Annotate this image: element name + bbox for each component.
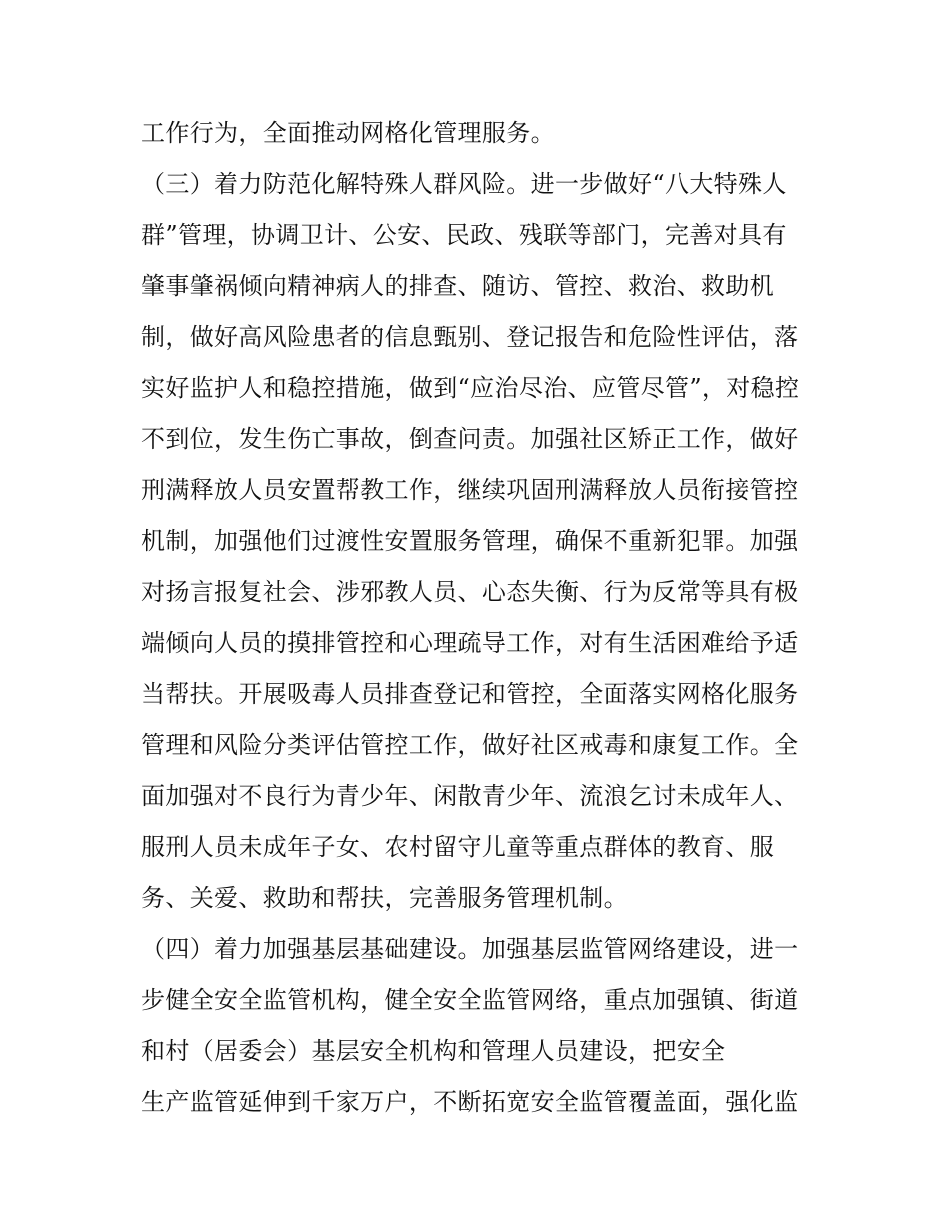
text-line: 端倾向人员的摸排管控和心理疏导工作，对有生活困难给予适 — [141, 629, 799, 657]
text-line: （三）着力防范化解特殊人群风险。进一步做好“八大特殊人 — [141, 170, 787, 198]
text-line: 生产监管延伸到千家万户，不断拓宽安全监管覆盖面，强化监 — [141, 1088, 799, 1116]
text-line: 工作行为，全面推动网格化管理服务。 — [141, 119, 555, 147]
text-line: 机制，加强他们过渡性安置服务管理，确保不重新犯罪。加强 — [141, 527, 799, 555]
text-line: 肇事肇祸倾向精神病人的排查、随访、管控、救治、救助机 — [141, 272, 775, 300]
text-line: 对扬言报复社会、涉邪教人员、心态失衡、行为反常等具有极 — [141, 578, 799, 606]
text-line: 实好监护人和稳控措施，做到“应治尽治、应管尽管”，对稳控 — [141, 374, 800, 402]
text-line: 不到位，发生伤亡事故，倒查问责。加强社区矫正工作，做好 — [141, 425, 799, 453]
text-line: 务、关爱、救助和帮扶，完善服务管理机制。 — [141, 884, 628, 912]
text-line: 步健全安全监管机构，健全安全监管网络，重点加强镇、街道 — [141, 986, 799, 1014]
text-line: （四）着力加强基层基础建设。加强基层监管网络建设，进一 — [141, 935, 799, 963]
text-line: 制，做好高风险患者的信息甄别、登记报告和危险性评估，落 — [141, 323, 799, 351]
text-line: 当帮扶。开展吸毒人员排查登记和管控，全面落实网格化服务 — [141, 680, 799, 708]
text-line: 群”管理，协调卫计、公安、民政、残联等部门，完善对具有 — [141, 221, 787, 249]
text-line: 和村（居委会）基层安全机构和管理人员建设，把安全 — [141, 1037, 726, 1065]
text-line: 面加强对不良行为青少年、闲散青少年、流浪乞讨未成年人、 — [141, 782, 799, 810]
text-line: 服刑人员未成年子女、农村留守儿童等重点群体的教育、服 — [141, 833, 775, 861]
text-line: 管理和风险分类评估管控工作，做好社区戒毒和康复工作。全 — [141, 731, 799, 759]
body-text — [141, 108, 841, 1128]
text-line: 刑满释放人员安置帮教工作，继续巩固刑满释放人员衔接管控 — [141, 476, 799, 504]
